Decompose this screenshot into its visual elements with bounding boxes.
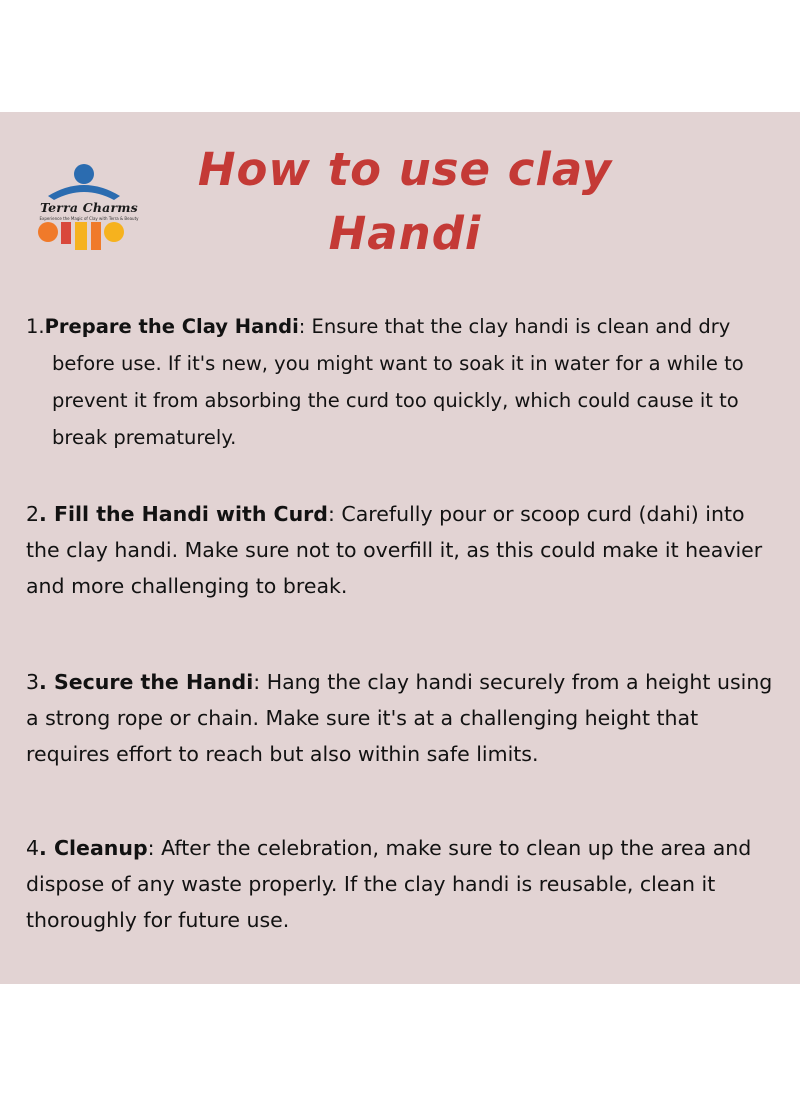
step-1-number: 1. [26,315,45,338]
title-line-2: Handi [328,207,482,260]
logo-brand-text: Terra Charms [40,200,138,215]
step-1 [26,308,774,456]
step-4-heading: . Cleanup [39,836,148,860]
step-2 [26,496,776,604]
logo-tagline: Experience the Magic of Clay with Terra & Beauty [39,216,139,221]
page-title [150,138,660,266]
step-4-number: 4 [26,836,40,860]
step-2-heading: . Fill the Handi with Curd [39,502,328,526]
step-2-text: : Carefully pour or scoop curd (dahi) into the clay handi. Make sure not to overfill it, as this could make it heavier and more challenging to break. [26,502,763,598]
step-4-text: : After the celebration, make sure to clean up the area and dispose of any waste properly. If the clay handi is reusable, clean it thoroughly for future use. [26,836,752,932]
title-line-1: How to use clay [197,143,613,196]
content-panel [0,112,800,984]
step-1-heading: Prepare the Clay Handi [44,315,299,338]
step-3-heading: . Secure the Handi [39,670,254,694]
step-1-text: : Ensure that the clay handi is clean and dry before use. If it's new, you might want to soak it in water for a while to prevent it from absorbing the curd too quickly, which could cause it to break prematurely. [52,315,744,449]
step-2-number: 2 [26,502,40,526]
terra-charms-logo [34,160,144,260]
step-3-text: : Hang the clay handi securely from a height using a strong rope or chain. Make sure it's at a challenging height that requires effort to reach but also within safe limits. [26,670,773,766]
step-4 [26,830,776,938]
step-3-number: 3 [26,670,40,694]
step-3 [26,664,776,772]
